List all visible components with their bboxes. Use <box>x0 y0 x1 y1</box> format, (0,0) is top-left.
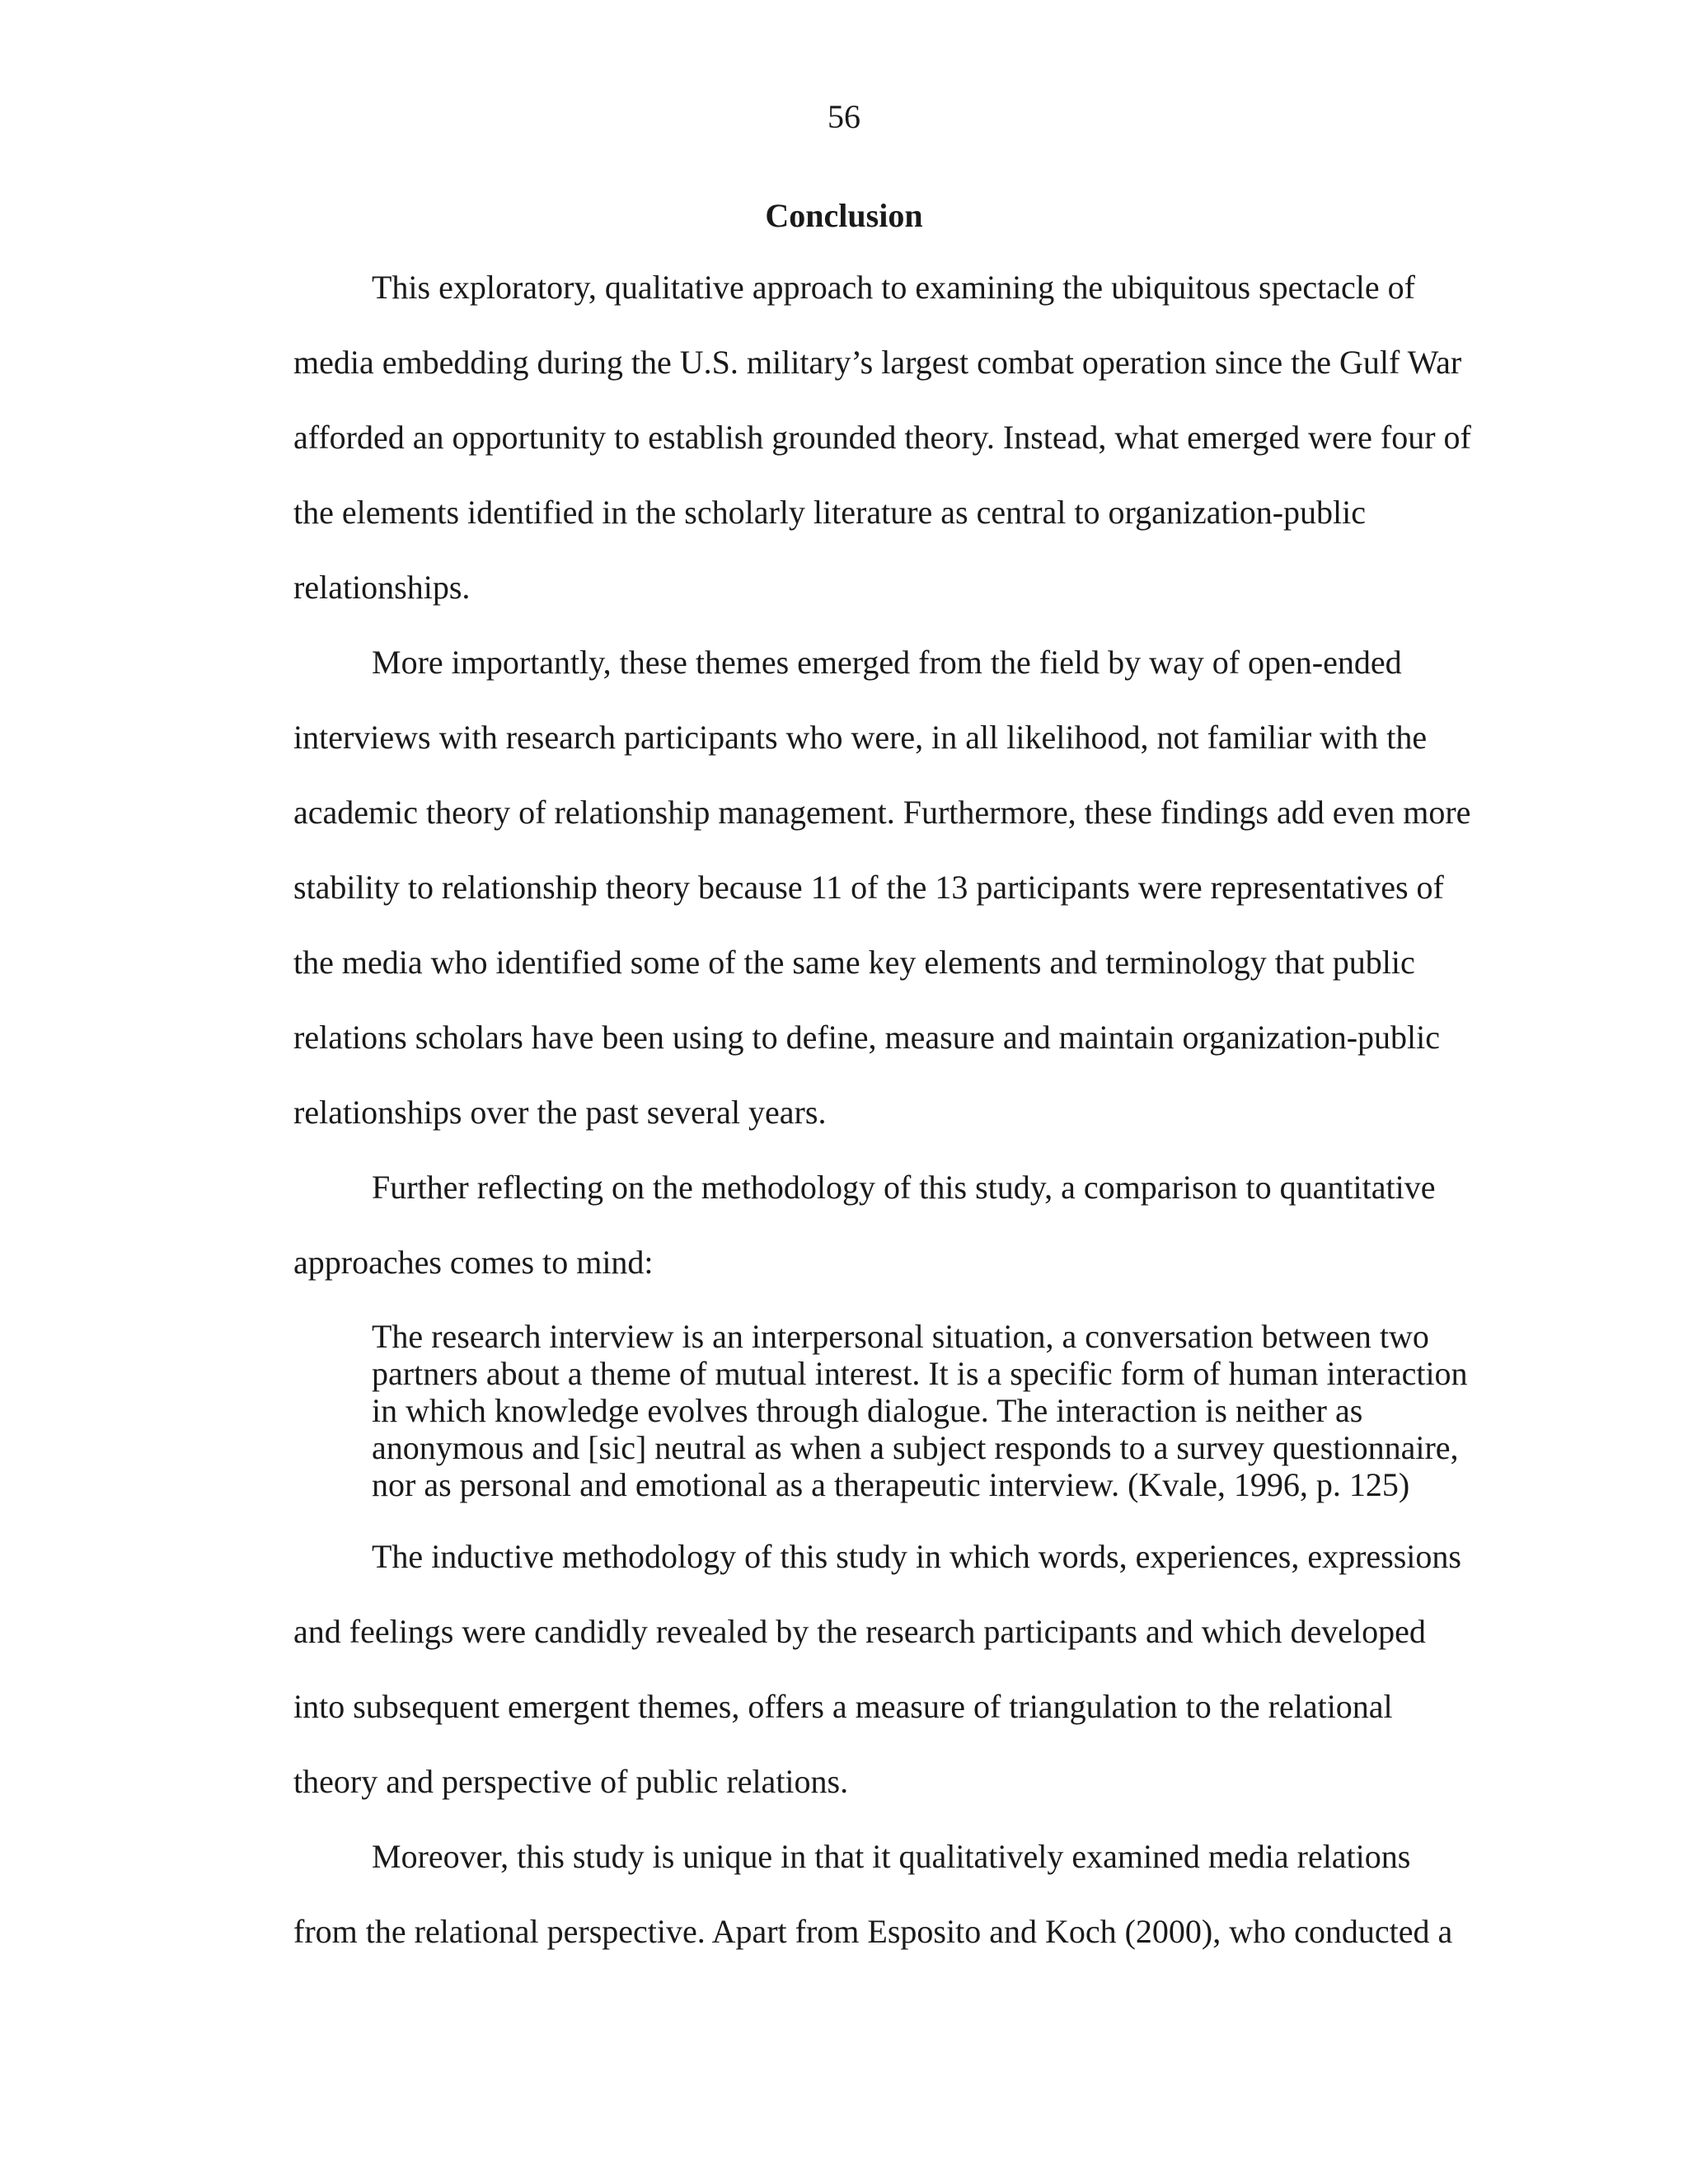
text-line: and feelings were candidly revealed by the research participants and which developed <box>293 1613 1426 1650</box>
quote-line: partners about a theme of mutual interest. It is a specific form of human interaction <box>372 1355 1468 1392</box>
text-line: This exploratory, qualitative approach to examining the ubiquitous spectacle of <box>372 269 1415 306</box>
text-line: Moreover, this study is unique in that it qualitatively examined media relations <box>372 1838 1411 1875</box>
quote-line: nor as personal and emotional as a therapeutic interview. (Kvale, 1996, p. 125) <box>372 1466 1410 1503</box>
text-line: relationships over the past several years. <box>293 1094 827 1131</box>
quote-line: anonymous and [sic] neutral as when a subject responds to a survey questionnaire, <box>372 1429 1459 1466</box>
section-heading: Conclusion <box>765 197 923 234</box>
text-line: the elements identified in the scholarly literature as central to organization-public <box>293 494 1367 531</box>
text-line: stability to relationship theory because 11 of the 13 participants were representatives of <box>293 869 1444 906</box>
text-line: theory and perspective of public relations. <box>293 1763 849 1800</box>
quote-line: in which knowledge evolves through dialogue. The interaction is neither as <box>372 1392 1363 1429</box>
quote-line: The research interview is an interpersonal situation, a conversation between two <box>372 1318 1429 1355</box>
text-line: relations scholars have been using to define, measure and maintain organization-public <box>293 1019 1441 1056</box>
text-line: relationships. <box>293 569 471 606</box>
text-line: into subsequent emergent themes, offers a measure of triangulation to the relational <box>293 1688 1393 1725</box>
page-number: 56 <box>828 98 860 135</box>
text-line: approaches comes to mind: <box>293 1244 654 1281</box>
text-line: interviews with research participants who were, in all likelihood, not familiar with the <box>293 719 1428 756</box>
text-line: Further reflecting on the methodology of this study, a comparison to quantitative <box>372 1169 1436 1206</box>
text-line: the media who identified some of the same key elements and terminology that public <box>293 944 1415 981</box>
text-line: media embedding during the U.S. military’s largest combat operation since the Gulf War <box>293 344 1462 381</box>
text-line: The inductive methodology of this study in which words, experiences, expressions <box>372 1538 1461 1575</box>
text-line: from the relational perspective. Apart from Esposito and Koch (2000), who conducted a <box>293 1913 1453 1950</box>
text-line: afforded an opportunity to establish grounded theory. Instead, what emerged were four of <box>293 419 1471 456</box>
text-line: More importantly, these themes emerged from the field by way of open-ended <box>372 644 1402 681</box>
text-line: academic theory of relationship management. Furthermore, these findings add even more <box>293 794 1471 831</box>
